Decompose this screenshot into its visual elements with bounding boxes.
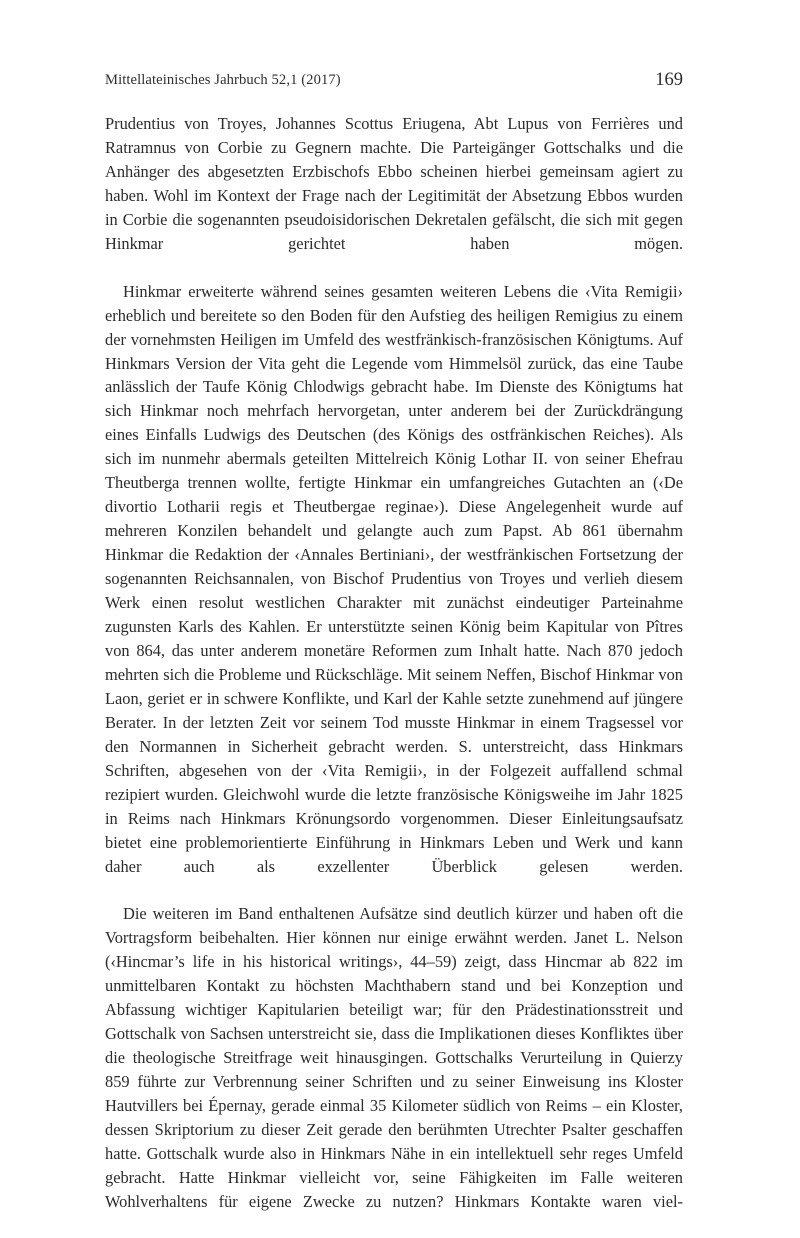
running-head-title: Mittellateinisches Jahrbuch 52,1 (2017) bbox=[105, 72, 341, 88]
paragraph-2: Hinkmar erweiterte während seines gesamten weiteren Lebens die ‹Vita Remigii› erheblich und bereitete so den Boden für den Aufstieg des heiligen Remigius zu einem der vornehmsten Heiligen im Umfeld des westfränkisch-französischen Königtums. Auf Hinkmars Version der Vita geht die Legende vom Himmelsöl zurück, das eine Taube anlässlich der Taufe König Chlodwigs gebracht habe. Im Dienste des Königtums hat sich Hinkmar noch mehrfach hervorgetan, unter anderem bei der Zurückdrängung eines Einfalls Ludwigs des Deutschen (des Königs des ostfränkischen Reiches). Als sich im nunmehr abermals geteilten Mittelreich König Lothar II. von seiner Ehefrau Theutberga trennen wollte, fertigte Hinkmar ein umfangreiches Gutachten an (‹De divortio Lotharii regis et Theutbergae reginae›). Diese Angelegenheit wurde auf mehreren Konzilen behandelt und gelangte auch zum Papst. Ab 861 übernahm Hinkmar die Redaktion der ‹Annales Bertiniani›, der westfränkischen Fortsetzung der sogenannten Reichsannalen, von Bischof Prudentius von Troyes und verlieh diesem Werk einen resolut westlichen Charakter mit zunächst eindeutiger Parteinahme zugunsten Karls des Kahlen. Er unterstützte seinen König beim Kapitular von Pîtres von 864, das unter anderem monetäre Reformen zum Inhalt hatte. Nach 870 jedoch mehrten sich die Probleme und Rückschläge. Mit seinem Neffen, Bischof Hinkmar von Laon, geriet er in schwere Konflikte, und Karl der Kahle setzte zunehmend auf jüngere Berater. In der letzten Zeit vor seinem Tod musste Hinkmar in einem Tragsessel vor den Normannen in Sicherheit gebracht werden. S. unterstreicht, dass Hinkmars Schriften, abgesehen von der ‹Vita Remigii›, in der Folgezeit auffallend schmal rezipiert wurden. Gleichwohl wurde die letzte französische Königsweihe im Jahr 1825 in Reims nach Hinkmars Krönungsordo vorgenommen. Dieser Einleitungsaufsatz bietet eine problemorientierte Einführung in Hinkmars Leben und Werk und kann daher auch als exzellenter Überblick gelesen werden. bbox=[105, 281, 683, 876]
page-number: 169 bbox=[655, 70, 683, 90]
running-head bbox=[105, 70, 683, 89]
body-text-column bbox=[105, 112, 683, 1238]
paragraph-3: Die weiteren im Band enthaltenen Aufsätze sind deutlich kürzer und haben oft die Vortragsform beibehalten. Hier können nur einige erwähnt werden. Janet L. Nelson (‹Hincmar’s life in his historical writings›, 44–59) zeigt, dass Hincmar ab 822 im unmittelbaren Kontakt zu höchsten Machthabern stand und bei Konzeption und Abfassung wichtiger Kapitularien beteiligt war; für den Prädestinationsstreit und Gottschalk von Sachsen unterstreicht sie, dass die Implikationen dieses Konfliktes über die theologische Streitfrage weit hinausgingen. Gottschalks Verurteilung in Quierzy 859 führte zur Verbrennung seiner Schriften und zu seiner Einweisung ins Kloster Hautvillers bei Épernay, gerade einmal 35 Kilometer südlich von Reims – ein Kloster, dessen Skriptorium zu dieser Zeit gerade den berühmten Utrechter Psalter geschaffen hatte. Gottschalk wurde also in Hinkmars Nähe in ein intellektuell sehr reges Umfeld gebracht. Hatte Hinkmar vielleicht vor, seine Fähigkeiten im Falle weiteren Wohlverhaltens für eigene Zwecke zu nutzen? Hinkmars Kontakte waren viel- bbox=[105, 904, 683, 1211]
paragraph-1: Prudentius von Troyes, Johannes Scottus Eriugena, Abt Lupus von Ferrières und Ratramnus von Corbie zu Gegnern machte. Die Parteigänger Gottschalks und die Anhänger des abgesetzten Erzbischofs Ebbo scheinen hierbei gemeinsam agiert zu haben. Wohl im Kontext der Frage nach der Legitimität der Absetzung Ebbos wurden in Corbie die sogenannten pseudoisidorischen Dekretalen gefälscht, die sich mit gegen Hinkmar gerichtet haben mögen. bbox=[105, 114, 683, 253]
